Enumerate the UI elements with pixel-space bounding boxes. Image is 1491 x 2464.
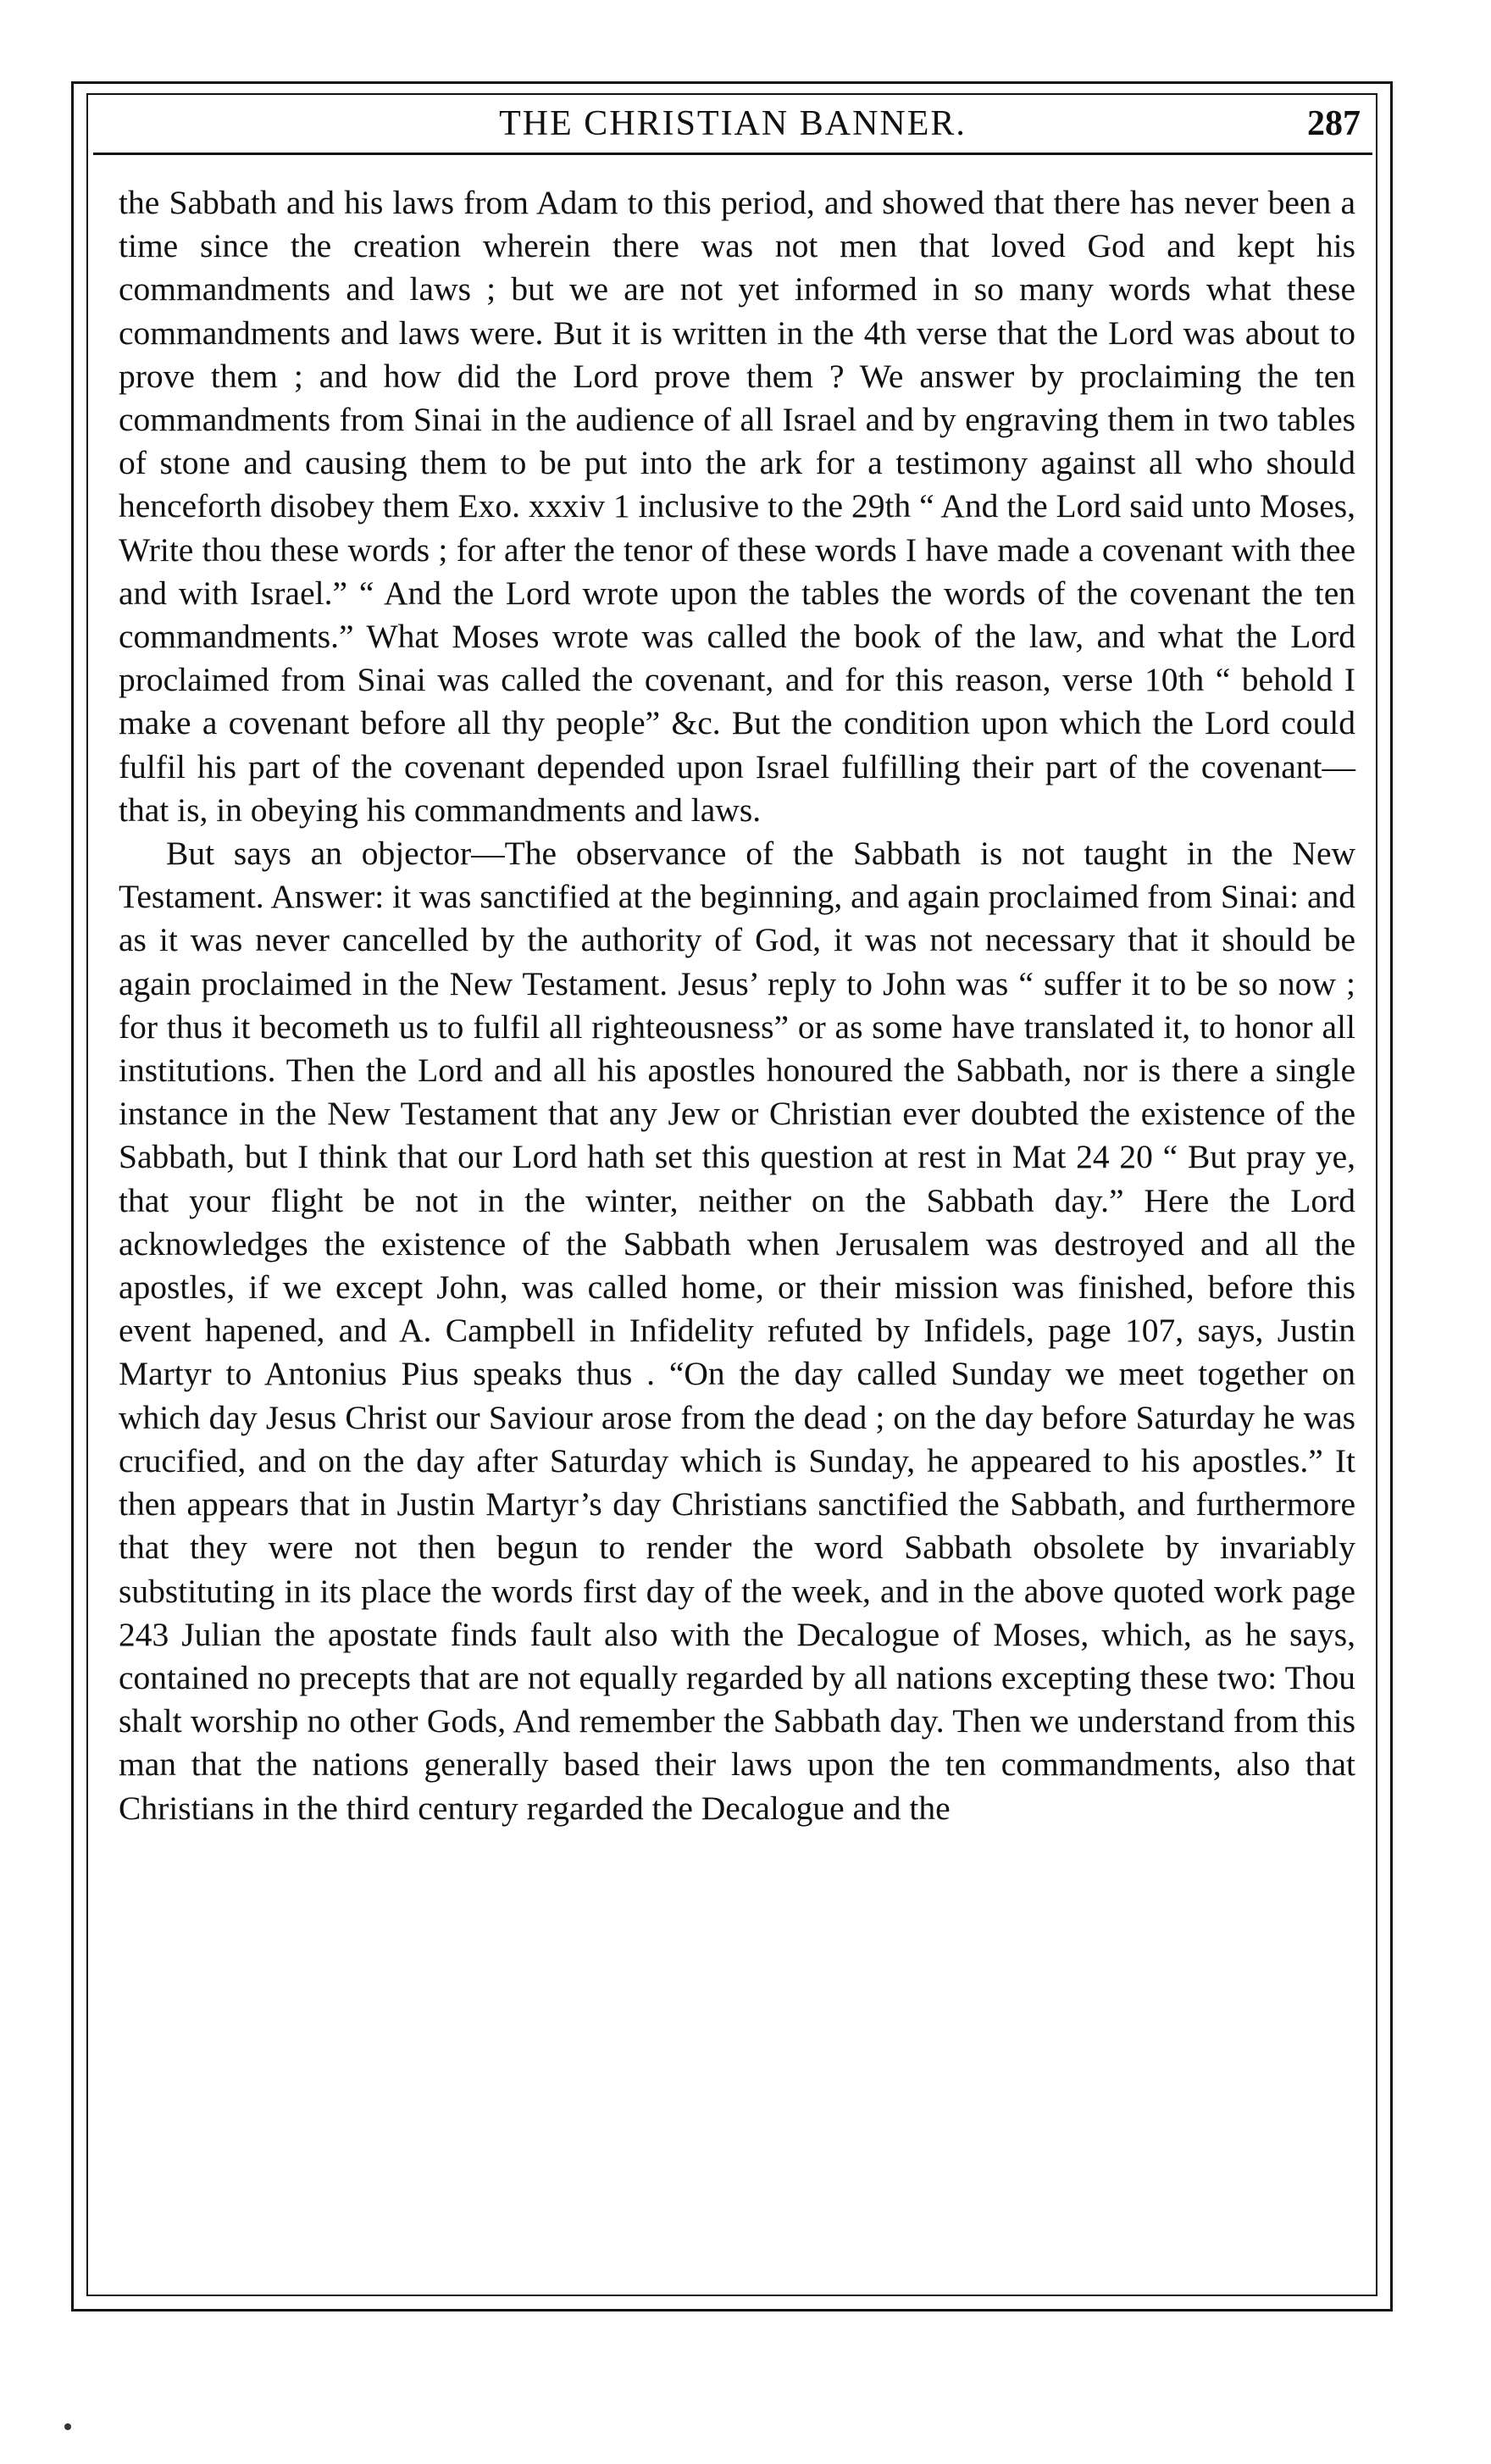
ink-speck bbox=[64, 2423, 71, 2430]
page-number: 287 bbox=[1307, 104, 1361, 143]
article-body bbox=[119, 181, 1355, 1830]
running-title: THE CHRISTIAN BANNER. bbox=[499, 104, 967, 143]
paragraph: the Sabbath and his laws from Adam to this period, and showed that there has never been a time since the creation wherein there was not men that loved God and kept his commandments and laws ; but we are not yet informed in so many words what these commandments and laws were. But it is written in the 4th verse that the Lord was about to prove them ; and how did the Lord prove them ? We answer by proclaiming the ten commandments from Sinai in the audience of all Israel and by engraving them in two tables of stone and causing them to be put into the ark for a testimony against all who should henceforth disobey them Exo. xxxiv 1 inclusive to the 29th “ And the Lord said unto Moses, Write thou these words ; for after the tenor of these words I have made a covenant with thee and with Israel.” “ And the Lord wrote upon the tables the words of the covenant the ten commandments.” What Moses wrote was called the book of the law, and what the Lord proclaimed from Sinai was called the covenant, and for this reason, verse 10th “ behold I make a covenant before all thy people” &c. But the condition upon which the Lord could fulfil his part of the covenant depended upon Israel fulfilling their part of the covenant—that is, in obeying his commandments and laws. bbox=[119, 184, 1355, 829]
header-rule bbox=[93, 153, 1372, 155]
paragraph: But says an objector—The observance of the Sabbath is not taught in the New Testament. Answer: it was sanctified at the beginning, and again proclaimed from Sinai: and as it was never cancelled by the authority of God, it was not necessary that it should be again proclaimed in the New Testament. Jesus’ reply to John was “ suffer it to be so now ; for thus it becometh us to fulfil all righteousness” or as some have translated it, to honor all institutions. Then the Lord and all his apostles honoured the Sabbath, nor is there a single instance in the New Testament that any Jew or Christian ever doubted the existence of the Sabbath, but I think that our Lord hath set this question at rest in Mat 24 20 “ But pray ye, that your flight be not in the winter, neither on the Sabbath day.” Here the Lord acknowledges the existence of the Sabbath when Jerusalem was destroyed and all the apostles, if we except John, was called home, or their mission was finished, before this event hapened, and A. Campbell in Infidelity refuted by Infidels, page 107, says, Justin Martyr to Antonius Pius speaks thus . “On the day called Sunday we meet together on which day Jesus Christ our Saviour arose from the dead ; on the day before Saturday he was crucified, and on the day after Saturday which is Sunday, he appeared to his apostles.” It then appears that in Justin Martyr’s day Christians sanctified the Sabbath, and furthermore that they were not then begun to render the word Sabbath obsolete by invariably substituting in its place the words first day of the week, and in the above quoted work page 243 Julian the apostate finds fault also with the Decalogue of Moses, which, as he says, contained no precepts that are not equally regarded by all nations excepting these two: Thou shalt worship no other Gods, And remember the Sabbath day. Then we understand from this man that the nations generally based their laws upon the ten commandments, also that Christians in the third century regarded the Decalogue and the bbox=[119, 835, 1355, 1827]
page-header bbox=[93, 100, 1372, 154]
